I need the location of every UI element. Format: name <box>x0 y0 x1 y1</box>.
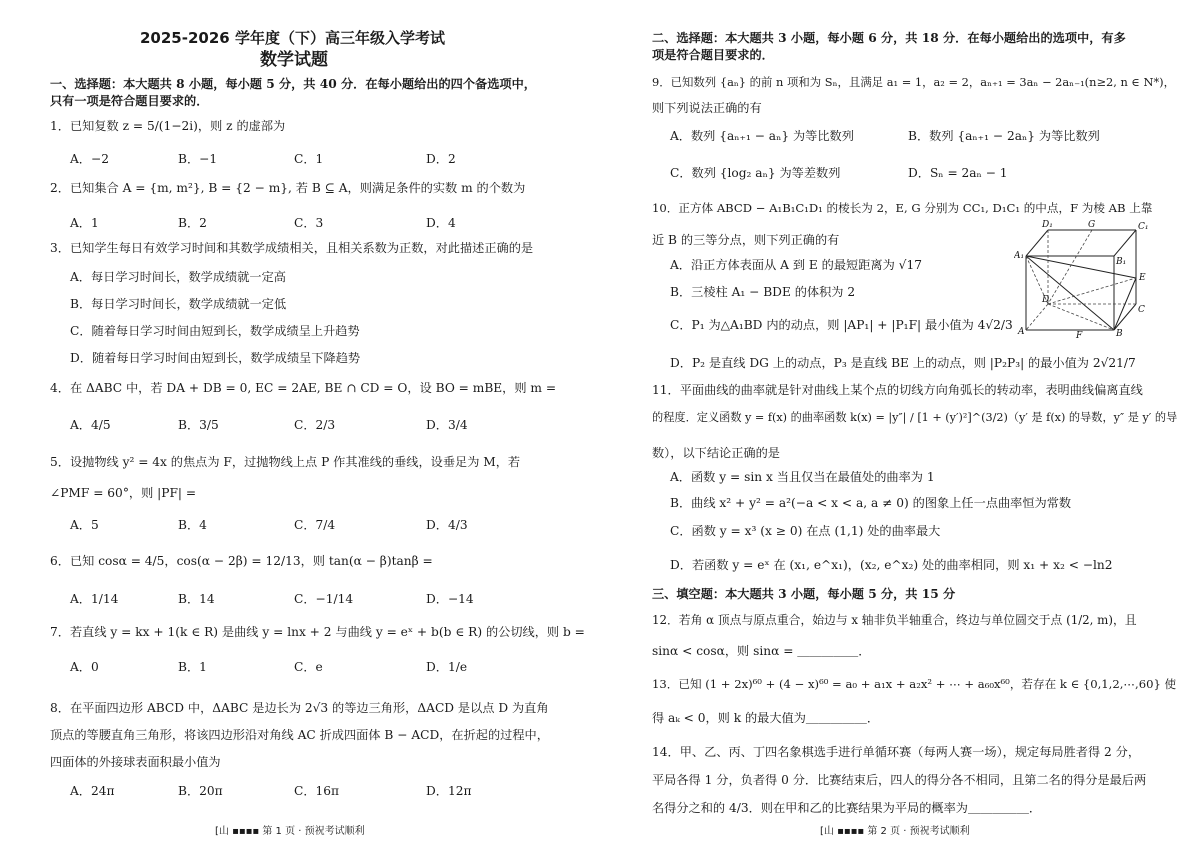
cube-label: B₁ <box>1116 257 1127 267</box>
option: A．5 <box>70 518 99 532</box>
question-4: 4．在 ΔABC 中，若 DA + DB = 0, EC = 2AE, BE ∩ CD = O，设 BO = mBE，则 m = <box>50 381 557 395</box>
question-10-cont: 近 B 的三等分点，则下列正确的有 <box>652 233 840 247</box>
cube-label: E <box>1139 273 1146 283</box>
page-footer: [山 ▪▪▪▪ 第 1 页 · 预祝考试顺利 <box>215 826 365 837</box>
question-2: 2．已知集合 A = {m, m²}, B = {2 − m}, 若 B ⊆ A，则满足条件的实数 m 的个数为 <box>50 181 526 195</box>
cube-label: G <box>1088 220 1096 230</box>
question-11-cont2: 数），以下结论正确的是 <box>652 446 780 460</box>
question-8: 8．在平面四边形 ABCD 中，ΔABC 是边长为 2√3 的等边三角形，ΔACD 是以点 D 为直角 <box>50 701 549 715</box>
option: C．2/3 <box>294 418 336 432</box>
option: D．P₂ 是直线 DG 上的动点，P₃ 是直线 BE 上的动点，则 |P₂P₃| 的最小值为 2√21/7 <box>670 356 1136 370</box>
option: D．3/4 <box>426 418 468 432</box>
cube-label: C <box>1138 305 1145 315</box>
option: A．沿正方体表面从 A 到 E 的最短距离为 √17 <box>670 258 922 272</box>
option: D．1/e <box>426 660 468 674</box>
option: B．2 <box>178 216 207 230</box>
cube-label: A <box>1018 327 1025 337</box>
cube-label: D₁ <box>1042 220 1053 230</box>
question-8-cont: 顶点的等腰直角三角形，将该四边形沿对角线 AC 折成四面体 B − ACD，在折起的过程中， <box>50 728 549 742</box>
option: C．函数 y = x³ (x ≥ 0) 在点 (1,1) 处的曲率最大 <box>670 524 941 538</box>
section-heading-cont: 项是符合题目要求的． <box>652 48 774 62</box>
option: A．0 <box>70 660 99 674</box>
option: A．4/5 <box>70 418 111 432</box>
option: D．−14 <box>426 592 474 606</box>
option: B．每日学习时间长，数学成绩就一定低 <box>70 297 287 311</box>
question-6: 6．已知 cosα = 4/5，cos(α − 2β) = 12/13，则 tan(α − β)tanβ = <box>50 554 433 568</box>
option: C．P₁ 为△A₁BD 内的动点，则 |AP₁| + |P₁F| 最小值为 4√2/3 <box>670 318 1013 332</box>
option: A．−2 <box>70 152 109 166</box>
question-14: 14．甲、乙、丙、丁四名象棋选手进行单循环赛（每两人赛一场），规定每局胜者得 2 分， <box>652 745 1141 759</box>
option: C．1 <box>294 152 324 166</box>
question-3: 3．已知学生每日有效学习时间和其数学成绩相关，且相关系数为正数，对此描述正确的是 <box>50 241 534 255</box>
question-9: 9．已知数列 {aₙ} 的前 n 项和为 Sₙ，且满足 a₁ = 1，a₂ = 2，aₙ₊₁ = 3aₙ − 2aₙ₋₁(n≥2, n ∈ N*)， <box>652 75 1175 89</box>
option: B．三棱柱 A₁ − BDE 的体积为 2 <box>670 285 856 299</box>
option: D．Sₙ = 2aₙ − 1 <box>908 166 1008 180</box>
option: D．若函数 y = eˣ 在 (x₁, e^x₁)，(x₂, e^x₂) 处的曲率相同，则 x₁ + x₂ < −ln2 <box>670 558 1113 572</box>
exam-subtitle: 数学试题 <box>260 50 328 70</box>
option: B．数列 {aₙ₊₁ − 2aₙ} 为等比数列 <box>908 129 1100 143</box>
question-13: 13．已知 (1 + 2x)⁶⁰ + (4 − x)⁶⁰ = a₀ + a₁x + a₂x² + ⋯ + a₆₀x⁶⁰，若存在 k ∈ {0,1,2,⋯,60} 使 <box>652 677 1177 691</box>
option: D．随着每日学习时间由短到长，数学成绩呈下降趋势 <box>70 351 361 365</box>
question-8-cont2: 四面体的外接球表面积最小值为 <box>50 755 221 769</box>
cube-label: A₁ <box>1014 251 1025 261</box>
question-9-cont: 则下列说法正确的有 <box>652 101 762 115</box>
question-11-cont: 的程度．定义函数 y = f(x) 的曲率函数 k(x) = |y″| / [1 + (y′)²]^(3/2)（y′ 是 f(x) 的导数，y″ 是 y′ 的导 <box>652 411 1178 424</box>
option: B．3/5 <box>178 418 219 432</box>
option: C．数列 {log₂ aₙ} 为等差数列 <box>670 166 841 180</box>
question-14-cont2: 名得分之和的 4/3．则在甲和乙的比赛结果为平局的概率为＿＿＿＿＿． <box>652 801 1042 815</box>
option: B．4 <box>178 518 207 532</box>
question-11: 11．平面曲线的曲率就是针对曲线上某个点的切线方向角弧长的转动率，表明曲线偏离直线 <box>652 383 1143 397</box>
option: A．数列 {aₙ₊₁ − aₙ} 为等比数列 <box>670 129 854 143</box>
option: B．−1 <box>178 152 218 166</box>
option: B．1 <box>178 660 207 674</box>
section-heading: 三、填空题：本大题共 3 小题，每小题 5 分，共 15 分 <box>652 587 956 601</box>
question-10: 10．正方体 ABCD − A₁B₁C₁D₁ 的棱长为 2，E, G 分别为 CC₁, D₁C₁ 的中点，F 为棱 AB 上靠 <box>652 201 1153 215</box>
cube-label: F <box>1076 331 1083 338</box>
cube-label: B <box>1116 329 1123 338</box>
option: C．3 <box>294 216 324 230</box>
option: A．1/14 <box>70 592 119 606</box>
section-heading: 一、选择题：本大题共 8 小题，每小题 5 分，共 40 分．在每小题给出的四个备选项中， <box>50 77 536 91</box>
page-2 <box>652 0 1178 847</box>
option: D．4 <box>426 216 456 230</box>
option: A．函数 y = sin x 当且仅当在最值处的曲率为 1 <box>670 470 935 484</box>
question-12-cont: sinα < cosα，则 sinα = ＿＿＿＿＿． <box>652 644 871 658</box>
question-5: 5．设抛物线 y² = 4x 的焦点为 F，过抛物线上点 P 作其准线的垂线，设垂足为 M，若 <box>50 455 521 469</box>
question-1: 1．已知复数 z = 5/(1−2i)，则 z 的虚部为 <box>50 119 286 133</box>
option: C．7/4 <box>294 518 336 532</box>
exam-title: 2025-2026 学年度（下）高三年级入学考试 <box>140 29 445 47</box>
question-5-cont: ∠PMF = 60°，则 |PF| = <box>50 486 197 500</box>
cube-label: D <box>1042 295 1050 305</box>
option: D．12π <box>426 784 472 798</box>
option: C．−1/14 <box>294 592 354 606</box>
option: B．14 <box>178 592 215 606</box>
page-footer: [山 ▪▪▪▪ 第 2 页 · 预祝考试顺利 <box>820 826 970 837</box>
option: A．每日学习时间长，数学成绩就一定高 <box>70 270 286 284</box>
cube-diagram <box>1014 218 1154 338</box>
option: C．e <box>294 660 323 674</box>
question-13-cont: 得 aₖ < 0，则 k 的最大值为＿＿＿＿＿． <box>652 711 880 725</box>
question-12: 12．若角 α 顶点与原点重合，始边与 x 轴非负半轴重合，终边与单位圆交于点 (1/2, m)，且 <box>652 613 1137 627</box>
option: D．2 <box>426 152 456 166</box>
option: B．曲线 x² + y² = a²(−a < x < a, a ≠ 0) 的图象上任一点曲率恒为常数 <box>670 496 1072 510</box>
section-heading: 二、选择题：本大题共 3 小题，每小题 6 分，共 18 分．在每小题给出的选项中，有多 <box>652 31 1126 45</box>
cube-label: C₁ <box>1138 222 1149 232</box>
option: C．随着每日学习时间由短到长，数学成绩呈上升趋势 <box>70 324 360 338</box>
page-1 <box>50 0 585 847</box>
option: D．4/3 <box>426 518 468 532</box>
section-heading-cont: 只有一项是符合题目要求的． <box>50 94 209 108</box>
option: B．20π <box>178 784 223 798</box>
question-7: 7．若直线 y = kx + 1(k ∈ R) 是曲线 y = lnx + 2 与曲线 y = eˣ + b(b ∈ R) 的公切线，则 b = <box>50 625 585 639</box>
option: A．1 <box>70 216 99 230</box>
option: A．24π <box>70 784 115 798</box>
option: C．16π <box>294 784 340 798</box>
question-14-cont: 平局各得 1 分，负者得 0 分．比赛结束后，四人的得分各不相同，且第二名的得分是最后两 <box>652 773 1147 787</box>
